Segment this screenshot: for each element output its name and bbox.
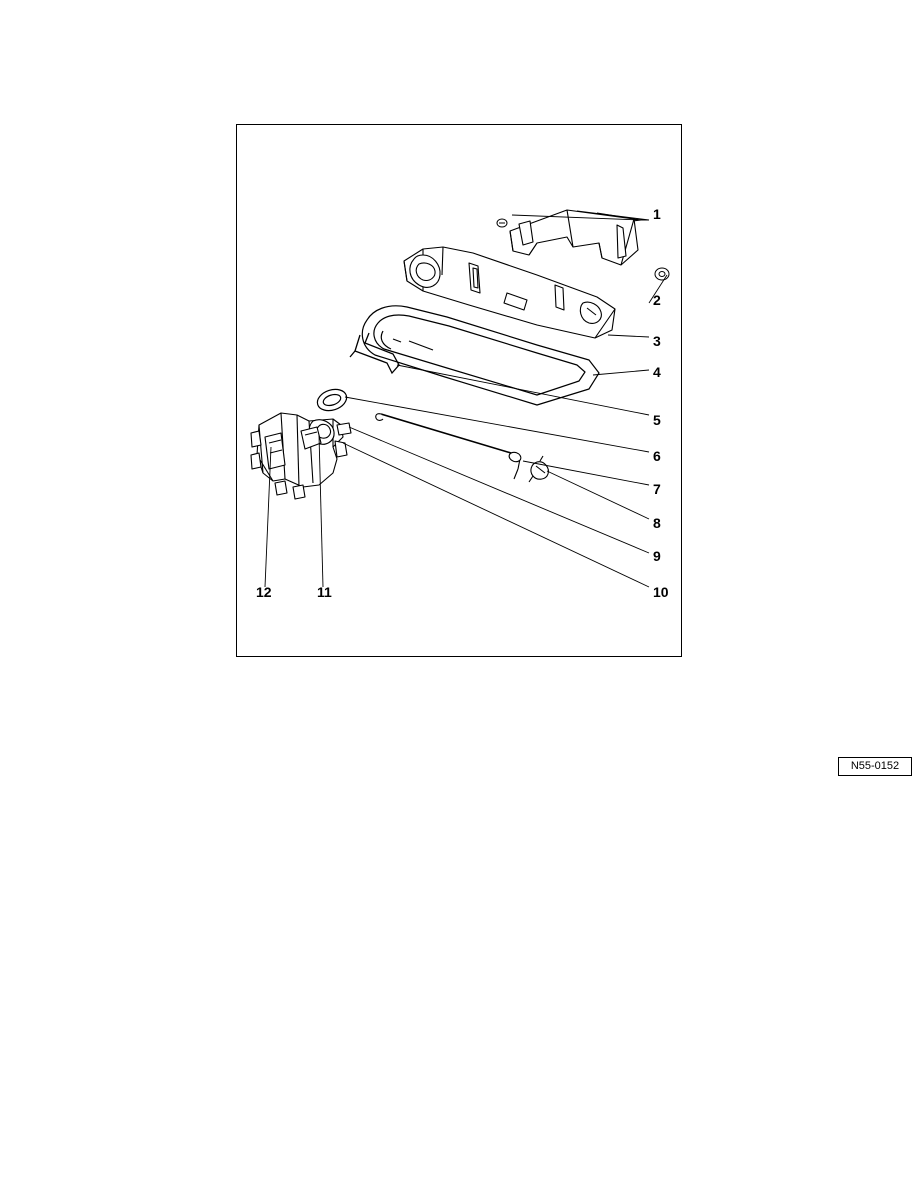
callout-7: 7 (653, 481, 661, 497)
part-12-lock-body (265, 433, 285, 469)
callout-6: 6 (653, 448, 661, 464)
callout-9: 9 (653, 548, 661, 564)
callout-5: 5 (653, 412, 661, 428)
figure-code-text: N55-0152 (850, 760, 900, 772)
callout-8: 8 (653, 515, 661, 531)
callout-4: 4 (653, 364, 661, 380)
callout-12: 12 (256, 584, 272, 600)
exploded-view-drawing (237, 125, 681, 656)
callout-11: 11 (317, 584, 332, 600)
part-6-gasket-oring (315, 386, 350, 414)
callout-3: 3 (653, 333, 661, 349)
part-1-cover-cap (510, 210, 638, 265)
callout-2: 2 (653, 292, 661, 308)
part-1-screw (497, 219, 507, 227)
part-10-lock-cylinder-assembly (251, 413, 351, 499)
exploded-view-figure (236, 124, 900, 772)
part-9-cylinder-retainer (337, 423, 351, 435)
figure-code-box (838, 757, 912, 776)
part-2-seal-ring (655, 268, 669, 280)
callout-1: 1 (653, 206, 661, 222)
part-8-rod-end-clip (529, 456, 548, 482)
callout-10: 10 (653, 584, 669, 600)
